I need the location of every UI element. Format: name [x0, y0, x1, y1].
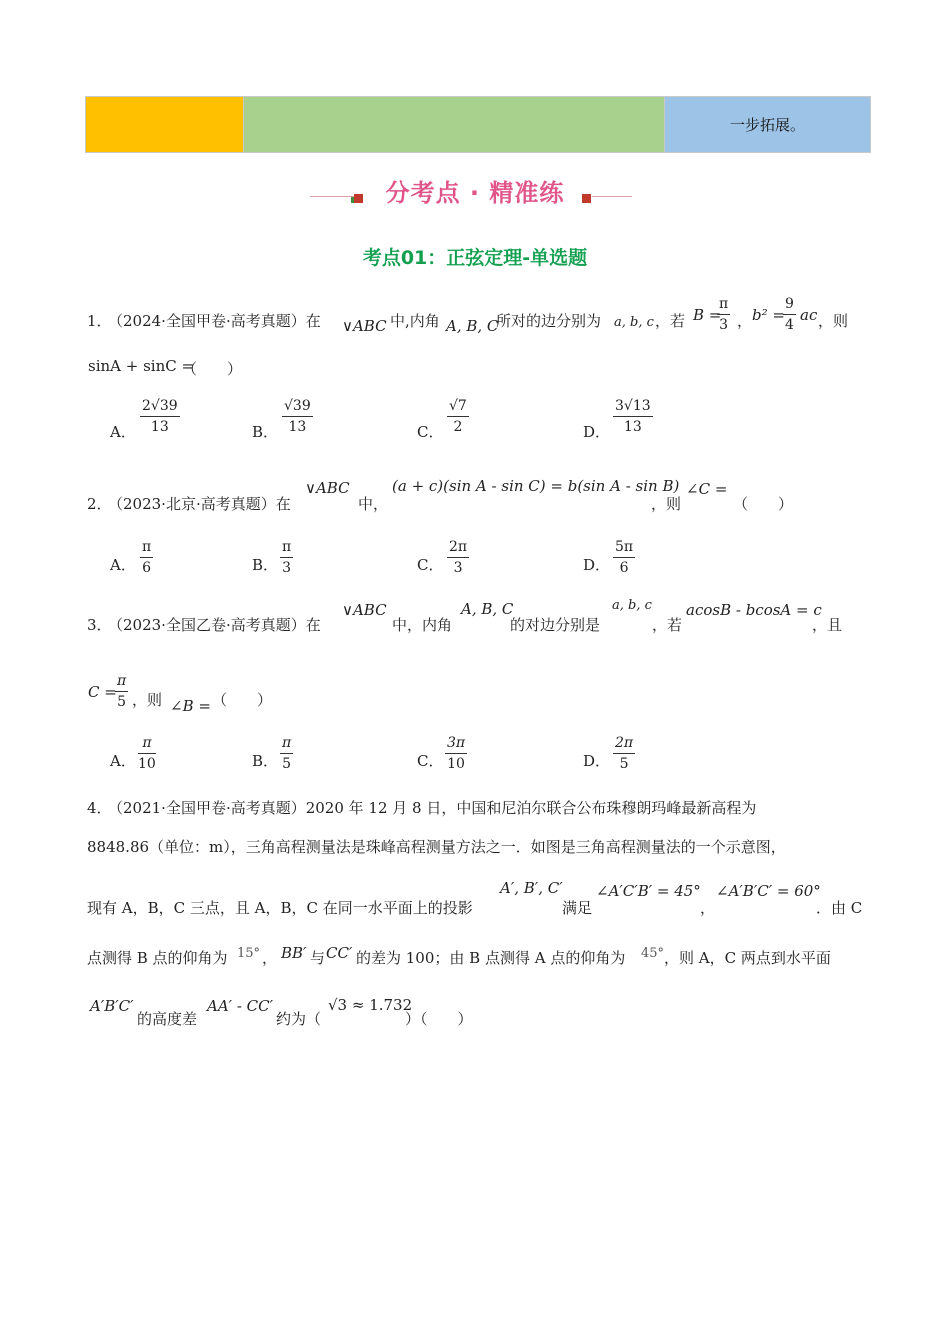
q1-option-b-label[interactable]: B． — [252, 423, 279, 441]
q1-ac: ac — [800, 306, 818, 324]
q4-line-5b: 约为（ — [276, 1010, 322, 1028]
q4-deg-45: 45° — [641, 946, 665, 961]
q3-sides: a, b, c — [612, 598, 652, 613]
q2-option-c-num: 2π — [447, 537, 469, 558]
q1-option-c-num: √7 — [447, 396, 469, 417]
q4-line-4d: 的差为 100；由 B 点测得 A 点的仰角为 — [356, 949, 626, 967]
q2-angle: ∠C = — [686, 480, 728, 498]
q3-c-den: 5 — [117, 694, 127, 710]
q2-option-b-value[interactable] — [280, 537, 293, 578]
q2-option-a-value[interactable] — [140, 537, 153, 578]
q2-text-2: ，则 — [651, 495, 682, 513]
q1-b-num: π — [717, 294, 730, 315]
q4-line-4e: ，则 A，C 两点到水平面 — [664, 949, 831, 967]
q3-c-fraction — [115, 671, 128, 712]
q3-text-4: ，且 — [812, 616, 843, 634]
q3-text-1: 中，内角 — [392, 616, 453, 634]
q3-c-eq: C = — [88, 683, 117, 701]
q1-option-b-value[interactable] — [282, 396, 313, 437]
q2-option-a-den: 6 — [142, 560, 152, 576]
section-title: 分考点 · 精准练 — [385, 179, 565, 207]
q4-deg-15: 15° — [237, 946, 261, 961]
banner-green-block — [244, 97, 665, 152]
q1-option-a-den: 13 — [150, 419, 169, 435]
q2-source: （2023·北京·高考真题）在 — [108, 495, 291, 513]
q1-triangle: ∨ABC — [342, 317, 387, 335]
q4-cc: CC′ — [326, 944, 353, 962]
q4-plane: A′B′C′ — [90, 997, 134, 1015]
q3-option-a-label[interactable]: A． — [110, 752, 136, 770]
q1-option-b-num: √39 — [282, 396, 313, 417]
q1-text-2: 所对的边分别为 — [496, 312, 602, 330]
q1-option-a-num: 2√39 — [140, 396, 180, 417]
q3-option-c-den: 10 — [447, 756, 465, 772]
banner-blue-block — [665, 97, 870, 152]
q1-k-fraction — [783, 294, 796, 335]
q2-option-c-den: 3 — [453, 560, 463, 576]
banner-text: 一步拓展。 — [729, 116, 805, 134]
topic-title: 考点01：正弦定理-单选题 — [362, 247, 588, 269]
q4-bb: BB′ — [281, 944, 307, 962]
q2-option-d-value[interactable] — [613, 537, 635, 578]
q1-sides: a, b, c — [614, 315, 654, 330]
q1-option-d-den: 13 — [623, 419, 642, 435]
q2-paren: （ ） — [733, 495, 794, 513]
q1-angles: A, B, C — [446, 317, 499, 335]
q3-triangle: ∨ABC — [342, 601, 387, 619]
q2-option-d-num: 5π — [613, 537, 635, 558]
q1-k-num: 9 — [783, 294, 796, 315]
q3-option-b-label[interactable]: B． — [252, 752, 279, 770]
q3-angle: ∠B = — [170, 697, 211, 715]
q3-option-c-label[interactable]: C． — [417, 752, 444, 770]
q2-option-d-label[interactable]: D． — [583, 556, 611, 574]
q3-text-2: 的对边分别是 — [510, 616, 601, 634]
q1-b-eq: B = — [693, 306, 722, 324]
q4-line-3b: 满足 — [562, 899, 593, 917]
q3-text-3: ，若 — [652, 616, 683, 634]
q1-text-1: 中,内角 — [390, 312, 440, 330]
q4-line-1: （2021·全国甲卷·高考真题）2020 年 12 月 8 日，中国和尼泊尔联合公布珠穆朗玛峰最新高程为 — [108, 799, 757, 817]
q1-source: （2024·全国甲卷·高考真题）在 — [108, 312, 321, 330]
q1-text-3: ，若 — [655, 312, 686, 330]
q3-option-c-num: 3π — [445, 733, 467, 754]
q3-option-c-value[interactable] — [445, 733, 467, 774]
q1-b-den: 3 — [719, 317, 729, 333]
q2-triangle: ∨ABC — [305, 479, 350, 497]
decor-line-right — [592, 196, 632, 197]
q1-option-d-num: 3√13 — [613, 396, 653, 417]
q4-line-2: 8848.86（单位：m），三角高程测量法是珠峰高程测量方法之一．如图是三角高程测量法的一个示意图， — [87, 838, 786, 856]
q3-text-5: ，则 — [132, 691, 163, 709]
q3-option-d-label[interactable]: D． — [583, 752, 611, 770]
q3-option-d-den: 5 — [619, 756, 629, 772]
q2-option-a-label[interactable]: A． — [110, 556, 136, 574]
q3-angles: A, B, C — [461, 600, 514, 618]
q3-option-a-num: π — [138, 733, 156, 754]
q4-line-4a: 点测得 B 点的仰角为 — [87, 949, 228, 967]
q3-equation: acosB - bcosA = c — [686, 601, 822, 619]
decor-square-left — [354, 194, 363, 203]
q1-paren: （ ） — [182, 360, 243, 378]
q1-option-d-value[interactable] — [613, 396, 653, 437]
q1-b-fraction — [717, 294, 730, 335]
q3-source: （2023·全国乙卷·高考真题）在 — [108, 616, 321, 634]
q2-option-d-den: 6 — [619, 560, 629, 576]
q4-angle-1: ∠A′C′B′ = 45° — [596, 882, 701, 900]
q2-option-c-label[interactable]: C． — [417, 556, 444, 574]
q4-line-4b: ， — [262, 949, 278, 967]
section-header — [310, 170, 632, 210]
q1-number: 1． — [87, 312, 112, 330]
header-banner — [85, 96, 871, 153]
q3-option-d-num: 2π — [613, 733, 635, 754]
q1-comma: ， — [737, 312, 753, 330]
q2-equation: (a + c)(sin A - sin C) = b(sin A - sin B) — [392, 477, 680, 495]
q2-number: 2． — [87, 495, 112, 513]
q2-option-b-num: π — [280, 537, 293, 558]
q4-number: 4． — [87, 799, 112, 817]
q1-option-c-label[interactable]: C． — [417, 423, 444, 441]
q4-line-3a: 现有 A，B，C 三点，且 A，B，C 在同一水平面上的投影 — [87, 899, 473, 917]
q4-line-3c: ．由 C — [816, 899, 863, 917]
q3-option-b-den: 5 — [282, 756, 292, 772]
q1-option-c-value[interactable] — [447, 396, 469, 437]
q3-option-b-value[interactable] — [280, 733, 293, 774]
q4-comma: ， — [700, 899, 716, 917]
q3-number: 3． — [87, 616, 112, 634]
q4-line-5c: ）（ ） — [405, 1010, 473, 1028]
q1-option-d-label[interactable]: D． — [583, 423, 611, 441]
q4-angle-2: ∠A′B′C′ = 60° — [716, 882, 821, 900]
q3-paren: （ ） — [212, 691, 273, 709]
q1-expression: sinA + sinC = — [88, 357, 195, 375]
decor-square-right — [582, 194, 591, 203]
q1-option-a-label[interactable]: A． — [110, 423, 136, 441]
q3-option-a-den: 10 — [138, 756, 156, 772]
q4-line-4c: 与 — [310, 949, 326, 967]
q1-k-den: 4 — [785, 317, 794, 333]
q1-text-4: ，则 — [818, 312, 849, 330]
q4-line-5a: 的高度差 — [137, 1010, 198, 1028]
q1-option-b-den: 13 — [288, 419, 307, 435]
q3-option-d-value[interactable] — [613, 733, 635, 774]
banner-orange-block — [86, 97, 244, 152]
q2-text-1: 中， — [358, 495, 389, 513]
q3-option-a-value[interactable] — [138, 733, 156, 774]
q1-b2-eq: b² = — [752, 306, 785, 324]
q3-c-num: π — [115, 671, 128, 692]
q2-option-a-num: π — [140, 537, 153, 558]
q4-approx: √3 ≈ 1.732 — [328, 996, 413, 1014]
q3-option-b-num: π — [280, 733, 293, 754]
q1-option-c-den: 2 — [453, 419, 463, 435]
q4-projection: A′, B′, C′ — [500, 879, 563, 897]
q1-option-a-value[interactable] — [140, 396, 180, 437]
q2-option-b-label[interactable]: B． — [252, 556, 279, 574]
q2-option-b-den: 3 — [282, 560, 292, 576]
q2-option-c-value[interactable] — [447, 537, 469, 578]
q4-diff: AA′ - CC′ — [207, 997, 274, 1015]
